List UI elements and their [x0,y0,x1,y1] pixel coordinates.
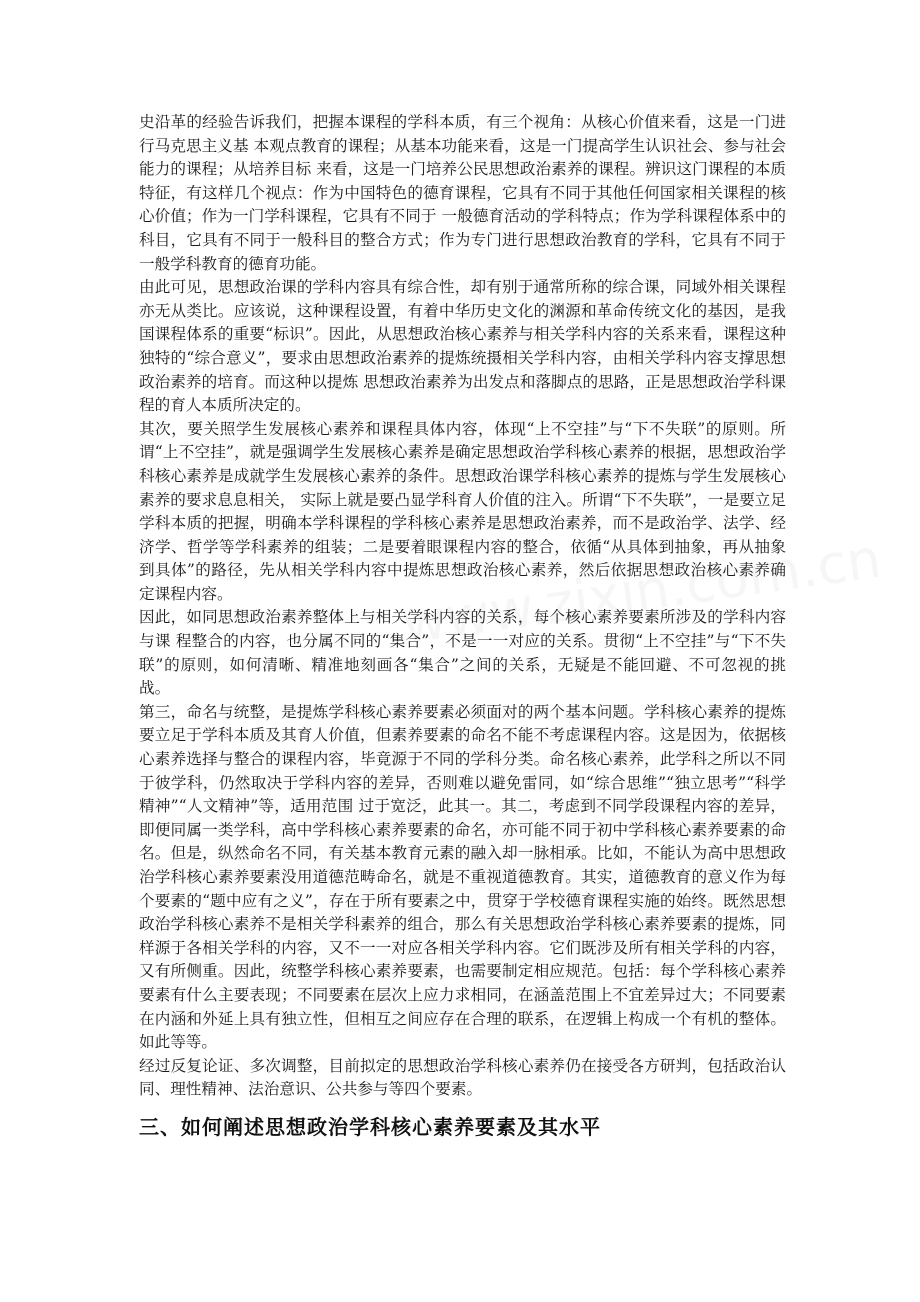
section-heading: 三、如何阐述思想政治学科核心素养要素及其水平 [139,1114,601,1139]
paragraph-5: 第三，命名与统整，是提炼学科核心素养要素必须面对的两个基本问题。学科核心素养的提炼要立足于学科本质及其育人价值，但素养要素的命名不能不考虑课程内容。这是因为，依据核心素养选择与整合的课程内容，毕竟源于不同的学科分类。命名核心素养，此学科之所以不同于彼学科，仍然取决于学科内容的差异，否则难以避免雷同，如“综合思维”“独立思考”“科学精神”“人文精神”等，适用范围 过于宽泛，此其一。其二，考虑到不同学段课程内容的差异，即便同属一类学科，高中学科核心素养要素的命名，亦可能不同于初中学科核心素养要素的命名。但是，纵然命名不同，有关基本教育元素的融入却一脉相承。比如，不能认为高中思想政治学科核心素养要素没用道德范畴命名，就是不重视道德教育。其实，道德教育的意义作为每个要素的“题中应有之义”，存在于所有要素之中，贯穿于学校德育课程实施的始终。既然思想政治学科核心素养不是相关学科素养的组合，那么有关思想政治学科核心素养要素的提炼，同样源于各相关学科的内容，又不一一对应各相关学科内容。它们既涉及所有相关学科的内容，又有所侧重。因此，统整学科核心素养要素，也需要制定相应规范。包括：每个学科核心素养要素有什么主要表现；不同要素在层次上应力求相同，在涵盖范围上不宜差异过大；不同要素在内涵和外延上具有独立性，但相互之间应存在合理的联系，在逻辑上构成一个有机的整体。如此等等。 [139,702,786,1052]
paragraph-4: 因此，如同思想政治素养整体上与相关学科内容的关系，每个核心素养要素所涉及的学科内容与课 程整合的内容，也分属不同的“集合”，不是一一对应的关系。贯彻“上不空挂”与“下不失联”的原则，如何清晰、精准地刻画各“集合”之间的关系，无疑是不能回避、不可忽视的挑战。 [139,608,786,698]
paragraph-2: 由此可见，思想政治课的学科内容具有综合性，却有别于通常所称的综合课，同域外相关课程亦无从类比。应该说，这种课程设置，有着中华历史文化的渊源和革命传统文化的基因，是我国课程体系的重要“标识”。因此，从思想政治核心素养与相关学科内容的关系来看，课程这种独特的“综合意义”，要求由思想政治素养的提炼统摄相关学科内容，由相关学科内容支撑思想政治素养的培育。而这种以提炼 思想政治素养为出发点和落脚点的思路，正是思想政治学科课程的育人本质所决定的。 [139,278,786,415]
paragraph-1: 史沿革的经验告诉我们，把握本课程的学科本质，有三个视角：从核心价值来看，这是一门进行马克思主义基 本观点教育的课程；从基本功能来看，这是一门提高学生认识社会、参与社会能力的课程；从培养目标 来看，这是一门培养公民思想政治素养的课程。辨识这门课程的本质特征，有这样几个视点：作为中国特色的德育课程，它具有不同于其他任何国家相关课程的核心价值；作为一门学科课程，它具有不同于 一般德育活动的学科特点；作为学科课程体系中的科目，它具有不同于一般科目的整合方式；作为专门进行思想政治教育的学科，它具有不同于一般学科教育的德育功能。 [139,113,786,273]
document-body [139,111,786,1142]
paragraph-6: 经过反复论证、多次调整，目前拟定的思想政治学科核心素养仍在接受各方研判，包括政治认同、理性精神、法治意识、公共参与等四个要素。 [139,1056,786,1099]
paragraph-3: 其次，要关照学生发展核心素养和课程具体内容，体现“上不空挂”与“下不失联”的原则。所谓“上不空挂”，就是强调学生发展核心素养是确定思想政治学科核心素养的根据，思想政治学科核心素养是成就学生发展核心素养的条件。思想政治课学科核心素养的提炼与学生发展核心素养的要求息息相关， 实际上就是要凸显学科育人价值的注入。所谓“下不失联”，一是要立足学科本质的把握，明确本学科课程的学科核心素养是思想政治素养，而不是政治学、法学、经济学、哲学等学科素养的组装；二是要着眼课程内容的整合，依循“从具体到抽象，再从抽象到具体”的路径，先从相关学科内容中提炼思想政治核心素养，然后依据思想政治核心素养确定课程内容。 [139,419,786,603]
